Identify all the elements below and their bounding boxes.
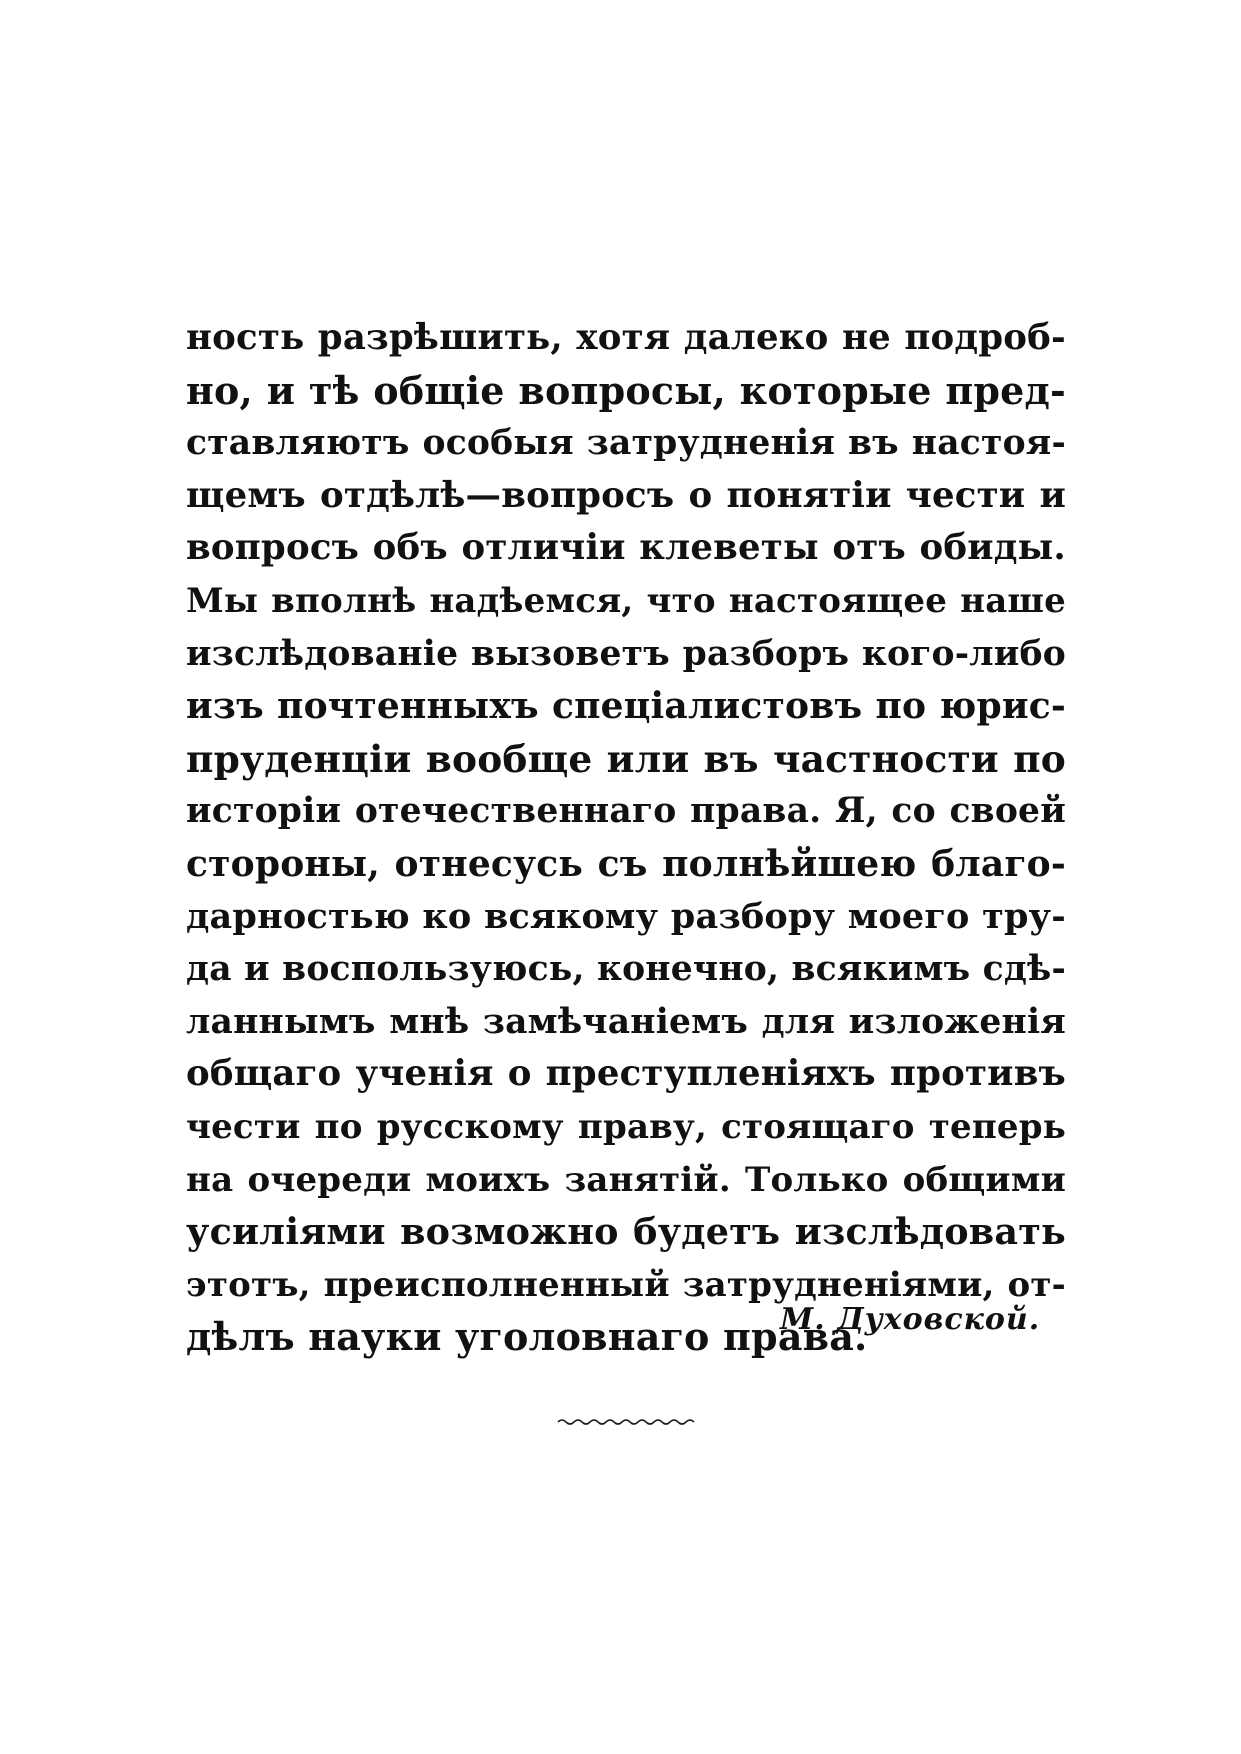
- text-line: ставляютъ особыя затрудненія въ настоя-: [186, 423, 1066, 464]
- text-line: да и воспользуюсь, конечно, всякимъ сдѣ-: [186, 949, 1066, 990]
- text-line-last: дѣлъ науки уголовнаго права.: [186, 1314, 868, 1360]
- text-line: дарностью ко всякому разбору моего тру-: [186, 895, 1066, 937]
- text-line: стороны, отнесусь съ полнѣйшею благо-: [186, 842, 1066, 885]
- text-line: ность разрѣшить, хотя далеко не подроб-: [186, 317, 1066, 358]
- text-line: пруденціи вообще или въ частности по: [186, 736, 1066, 781]
- text-line: усиліями возможно будетъ изслѣдовать: [186, 1210, 1066, 1254]
- text-line: изслѣдованіе вызоветъ разборъ кого-либо: [186, 633, 1066, 674]
- text-line: на очереди моихъ занятій. Только общими: [186, 1159, 1066, 1200]
- text-line: вопросъ объ отличіи клеветы отъ обиды.: [186, 527, 1066, 569]
- body-text: [186, 312, 1066, 1364]
- text-line: щемъ отдѣлѣ—вопросъ о понятіи чести и: [186, 474, 1066, 516]
- wavy-rule-ornament: [556, 1416, 698, 1428]
- author-signature: М. Духовской.: [780, 1302, 1041, 1337]
- text-line: изъ почтенныхъ спеціалистовъ по юрис-: [186, 685, 1066, 728]
- text-line: чести по русскому праву, стоящаго теперь: [186, 1106, 1066, 1147]
- text-line: Мы вполнѣ надѣемся, что настоящее наше: [186, 580, 1066, 621]
- text-line: общаго ученія о преступленіяхъ противъ: [186, 1053, 1066, 1095]
- text-line: исторіи отечественнаго права. Я, со своей: [186, 791, 1066, 832]
- text-line: этотъ, преисполненный затрудненіями, от-: [186, 1264, 1066, 1305]
- text-line: но, и тѣ общіе вопросы, которые пред-: [186, 367, 1066, 413]
- text-line: ланнымъ мнѣ замѣчаніемъ для изложенія: [186, 1001, 1066, 1042]
